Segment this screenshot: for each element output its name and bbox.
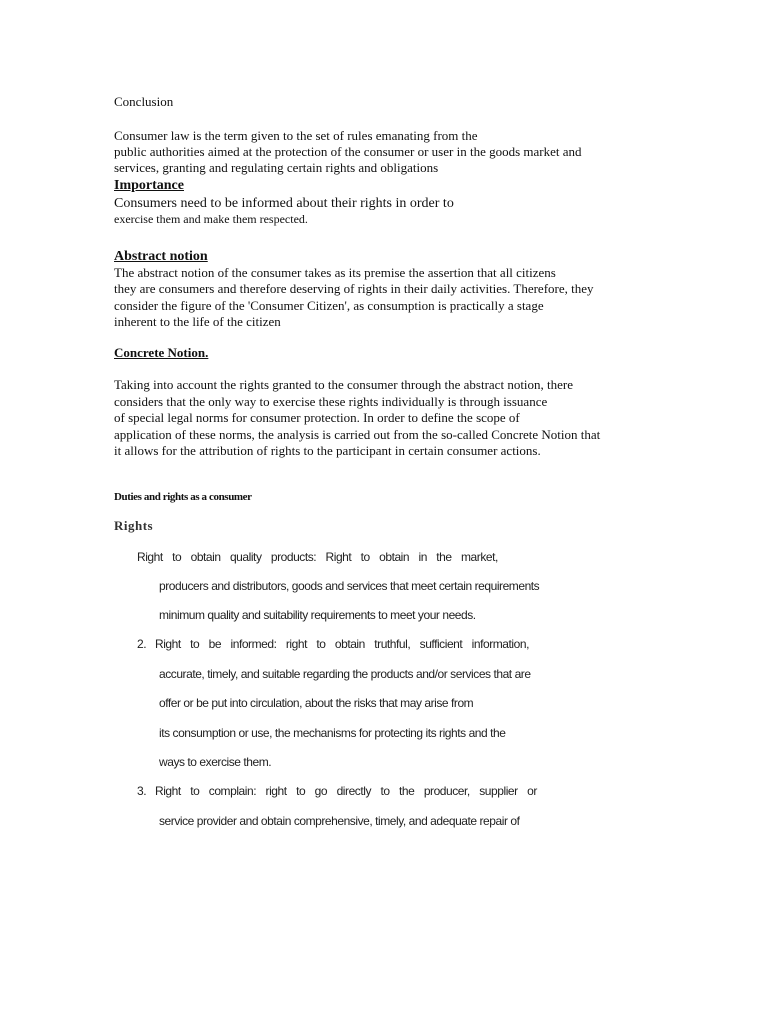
word: Right	[155, 637, 181, 651]
abstract-line: they are consumers and therefore deserving of rights in their daily activities. Therefore, they	[114, 281, 594, 296]
concrete-line: Taking into account the rights granted to the consumer through the abstract notion, there	[114, 377, 574, 392]
importance-heading: Importance	[114, 178, 184, 193]
rights-item-number: 2.	[137, 637, 147, 651]
abstract-line: The abstract notion of the consumer takes as its premise the assertion that all citizens	[114, 265, 556, 280]
word: be	[208, 637, 222, 651]
duties-heading: Duties and rights as a consumer	[114, 491, 252, 503]
word: directly	[336, 784, 371, 798]
word: truthful,	[374, 637, 411, 651]
word: complain:	[208, 784, 257, 798]
rights-item-continuation: its consumption or use, the mechanisms for protecting its rights and the	[159, 726, 506, 740]
word: to	[360, 550, 370, 564]
word: the	[399, 784, 415, 798]
word: quality	[229, 550, 262, 564]
rights-item-continuation: accurate, timely, and suitable regarding the products and/or services that are	[159, 667, 531, 681]
word: the	[436, 550, 452, 564]
word: to	[380, 784, 390, 798]
importance-text: Consumers need to be informed about their rights in order to	[114, 196, 454, 211]
word: to	[296, 784, 306, 798]
word: producer,	[423, 784, 470, 798]
word: products:	[270, 550, 317, 564]
rights-item-continuation: producers and distributors, goods and services that meet certain requirements	[159, 579, 540, 593]
intro-line: services, granting and regulating certain rights and obligations	[114, 160, 439, 175]
rights-item-first-line	[155, 637, 529, 652]
word: market,	[461, 550, 498, 564]
concrete-line: of special legal norms for consumer protection. In order to define the scope of	[114, 410, 520, 425]
word: Right	[155, 784, 181, 798]
concrete-heading: Concrete Notion.	[114, 345, 209, 360]
rights-item-continuation: ways to exercise them.	[159, 755, 272, 769]
word: right	[285, 637, 307, 651]
word: Right	[137, 550, 163, 564]
intro-line: public authorities aimed at the protection of the consumer or user in the goods market and	[114, 144, 582, 159]
word: Right	[325, 550, 352, 564]
word: obtain	[190, 550, 221, 564]
rights-item-first-line	[155, 784, 537, 799]
word: supplier	[479, 784, 518, 798]
rights-heading: Rights	[114, 518, 154, 533]
word: to	[190, 784, 200, 798]
word: to	[190, 637, 200, 651]
concrete-line: application of these norms, the analysis is carried out from the so-called Concrete Notion that	[114, 427, 601, 442]
word: go	[314, 784, 328, 798]
word: sufficient	[419, 637, 463, 651]
word: in	[418, 550, 427, 564]
conclusion-heading: Conclusion	[114, 94, 174, 109]
word: information,	[471, 637, 529, 651]
rights-item-number: 3.	[137, 784, 147, 798]
concrete-line: it allows for the attribution of rights to the participant in certain consumer actions.	[114, 443, 541, 458]
word: obtain	[379, 550, 410, 564]
word: to	[316, 637, 326, 651]
abstract-heading: Abstract notion	[114, 249, 208, 264]
word: right	[265, 784, 287, 798]
rights-item-continuation: minimum quality and suitability requirements to meet your needs.	[159, 608, 476, 622]
word: to	[172, 550, 182, 564]
rights-item-continuation: service provider and obtain comprehensive, timely, and adequate repair of	[159, 814, 520, 828]
rights-item-first-line	[137, 550, 498, 565]
word: informed:	[230, 637, 277, 651]
word: obtain	[334, 637, 365, 651]
word: or	[527, 784, 537, 798]
abstract-line: consider the figure of the 'Consumer Citizen', as consumption is practically a stage	[114, 298, 544, 313]
abstract-line: inherent to the life of the citizen	[114, 314, 281, 329]
rights-item-continuation: offer or be put into circulation, about the risks that may arise from	[159, 696, 474, 710]
importance-text: exercise them and make them respected.	[114, 212, 308, 226]
intro-line: Consumer law is the term given to the set of rules emanating from the	[114, 128, 478, 143]
concrete-line: considers that the only way to exercise these rights individually is through issuance	[114, 394, 548, 409]
